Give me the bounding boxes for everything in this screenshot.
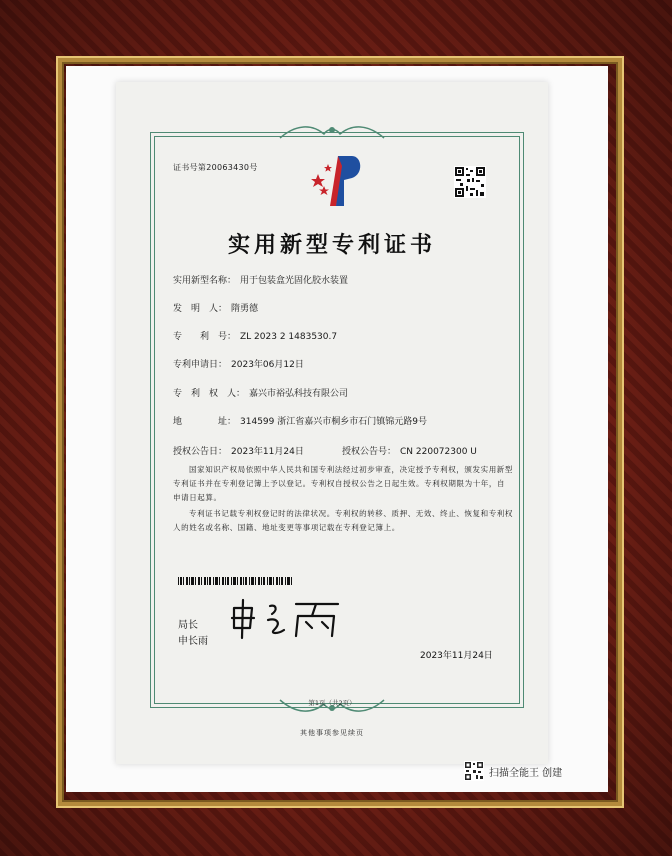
page-number: 第1页（共2页）	[308, 699, 356, 707]
field-label: 专利申请日：	[173, 360, 228, 370]
field-value: 2023年11月24日	[231, 447, 304, 457]
sign-date: 2023年11月24日	[420, 651, 493, 661]
field-value: ZL 2023 2 1483530.7	[240, 332, 338, 342]
field-value: 314599 浙江省嘉兴市桐乡市石门镇锦元路9号	[240, 417, 427, 427]
director-title: 局长	[178, 620, 198, 631]
certificate-number: 证书号第20063430号	[173, 163, 258, 172]
grant-paragraph: 国家知识产权局依照中华人民共和国专利法经过初步审查，决定授予专利权，颁发实用新型专利证书并在专利登记簿上予以登记。专利权自授权公告之日起生效。专利权期限为十年，自申请日起算。	[173, 465, 513, 502]
field-label: 发 明 人：	[173, 304, 228, 314]
field-label: 专 利 号：	[173, 332, 237, 342]
barcode-icon	[178, 577, 292, 585]
certificate-title: 实用新型专利证书	[227, 232, 436, 258]
legal-status-paragraph: 专利证书记载专利权登记时的法律状况。专利权的转移、质押、无效、终止、恢复和专利权人的姓名或名称、国籍、地址变更等事项记载在专利登记簿上。	[173, 509, 513, 532]
field-patent-number	[173, 329, 337, 342]
field-address	[173, 414, 427, 427]
field-publication-number	[342, 444, 477, 457]
field-patentee	[173, 386, 348, 399]
certificate-paper	[116, 82, 548, 764]
field-utility-model-name	[173, 273, 348, 286]
field-inventor	[173, 301, 258, 314]
field-label: 专 利 权 人：	[173, 389, 246, 399]
top-ornament-icon	[276, 120, 388, 144]
field-label: 实用新型名称：	[173, 276, 237, 286]
director-signature-icon	[226, 596, 344, 640]
field-label: 授权公告日：	[173, 447, 228, 457]
field-label: 授权公告号：	[342, 447, 397, 457]
field-application-date	[173, 357, 304, 370]
field-value: 嘉兴市裕弘科技有限公司	[249, 389, 349, 399]
qr-code-icon	[454, 166, 486, 198]
field-grant-date	[173, 444, 304, 457]
scanner-qr-icon	[464, 761, 484, 781]
field-value: 2023年06月12日	[231, 360, 304, 370]
field-value: 隋勇德	[231, 304, 259, 314]
field-value: 用于包装盒光固化胶水装置	[240, 276, 349, 286]
field-label: 地 址：	[173, 417, 237, 427]
cnipa-logo-icon	[308, 152, 364, 210]
field-value: CN 220072300 U	[400, 447, 477, 457]
scanner-badge-text: 扫描全能王 创建	[489, 767, 563, 779]
scanner-badge	[464, 760, 562, 782]
footer-note: 其他事项参见续页	[300, 729, 364, 737]
director-name: 申长雨	[178, 636, 208, 647]
